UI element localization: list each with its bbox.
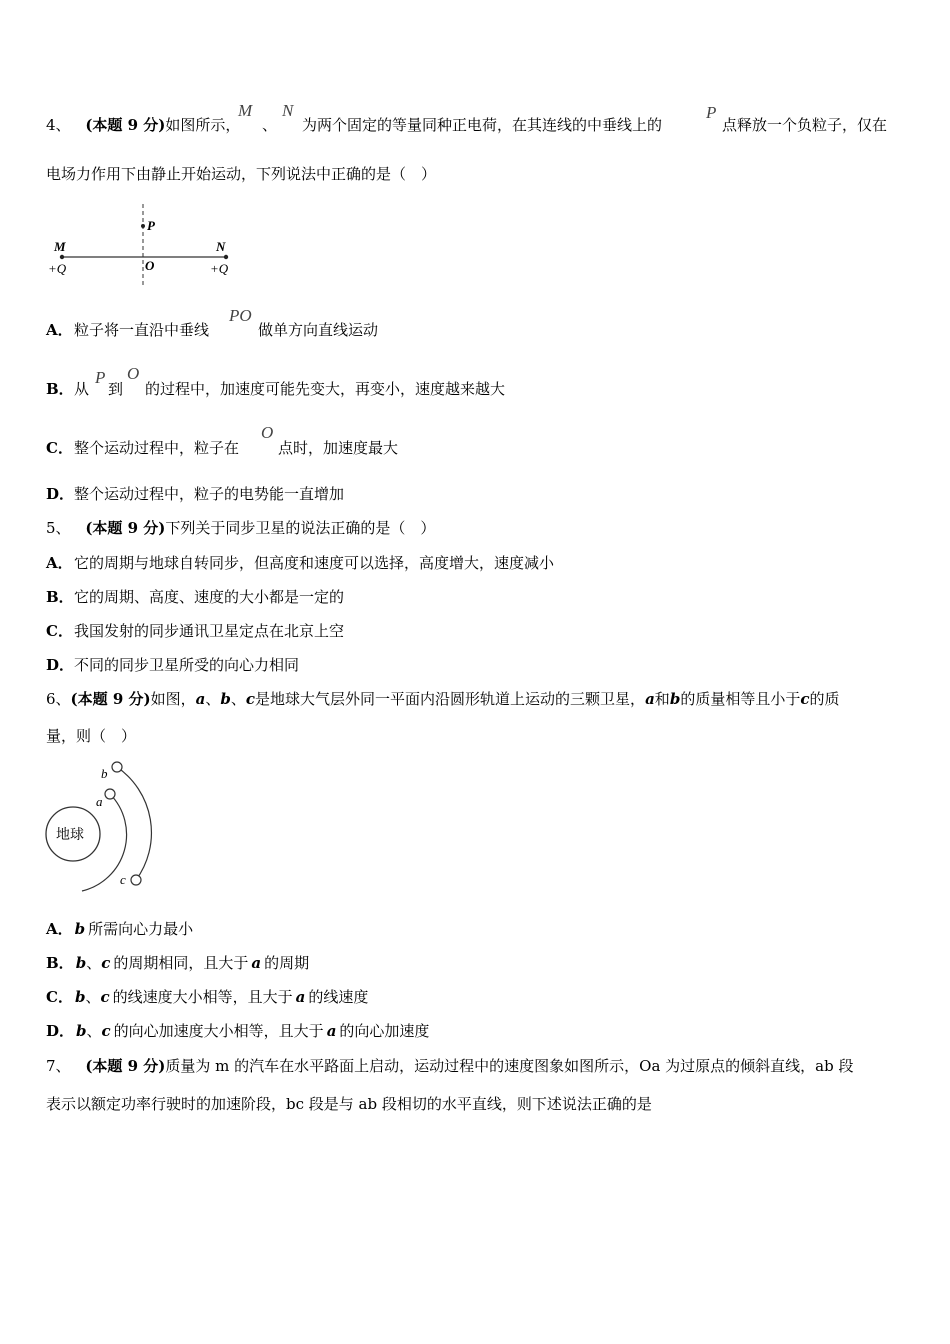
q4-option-b-symbol-o: O [127, 364, 140, 383]
q6-option-d-var3: a [326, 1022, 337, 1040]
q6-stem-part1: 如图， [150, 690, 196, 708]
fig-label-n: N [216, 239, 226, 254]
q4-stem-part3: 点释放一个负粒子，仅在 [722, 116, 888, 134]
q6-option-c-sep: 、 [85, 988, 101, 1006]
label-a: a [96, 794, 103, 809]
q6-option-c-var3: a [295, 988, 306, 1006]
q6-var-c-2: c [800, 690, 810, 708]
q6-option-a-text1: 所需向心力最小 [88, 920, 194, 938]
q6-sep-1: 、 [205, 690, 221, 708]
q6-stem-part3: 和 [654, 690, 670, 708]
q6-stem-line2: 量，则（ ） [46, 727, 137, 745]
q6-option-c-text2: 的线速度 [308, 988, 369, 1006]
satellite-c [131, 875, 141, 885]
q6-stem-part5: 的质 [809, 690, 840, 708]
fig-label-o: O [145, 258, 155, 273]
q4-stem-line2: 电场力作用下由静止开始运动，下列说法中正确的是（ ） [46, 165, 437, 183]
q4-symbol-n: N [282, 101, 294, 120]
q4-separator: 、 [262, 116, 278, 134]
label-b: b [101, 766, 108, 781]
q4-option-b-symbol-p: P [95, 368, 106, 387]
charge-n-dot [224, 255, 228, 259]
fig-label-m: M [54, 239, 66, 254]
q5-number: 5、 [46, 519, 71, 537]
q5-option-b-text: 它的周期、高度、速度的大小都是一定的 [74, 588, 345, 606]
q5-option-a-key: A． [46, 554, 73, 572]
q4-stem-part1: 如图所示， [165, 116, 241, 134]
q6-points: (本题 9 分) [70, 690, 151, 708]
q6-option-b-sep: 、 [86, 954, 102, 972]
q4-option-a-text2: 做单方向直线运动 [258, 321, 379, 339]
q4-option-c-key: C． [46, 439, 73, 457]
q6-option-b-text1: 的周期相同，且大于 [113, 954, 249, 972]
q4-number: 4、 [46, 116, 71, 134]
q6-option-d-text2: 的向心加速度 [339, 1022, 430, 1040]
q6-option-d-sep: 、 [86, 1022, 102, 1040]
q5-stem [46, 518, 435, 538]
q6-option-c-key: C． [46, 988, 73, 1006]
q4-option-d-text: 整个运动过程中，粒子的电势能一直增加 [74, 485, 345, 503]
q7-number: 7、 [46, 1057, 71, 1075]
q6-option-a-var1: b [74, 920, 86, 938]
q4-symbol-m: M [238, 101, 253, 120]
q6-option-c-text1: 的线速度大小相等，且大于 [112, 988, 293, 1006]
q6-var-a: a [195, 690, 206, 708]
q4-option-b-key: B． [46, 380, 74, 398]
q5-points: (本题 9 分) [85, 519, 166, 537]
q7-stem-line2: 表示以额定功率行驶时的加速阶段，bc 段是与 ab 段相切的水平直线，则下述说法正确的是 [46, 1095, 652, 1113]
q4-points: (本题 9 分) [85, 116, 166, 134]
q7-stem-line1 [46, 1056, 854, 1076]
q6-option-c-var1: b [74, 988, 86, 1006]
q4-option-b-text3: 的过程中，加速度可能先变大，再变小，速度越来越大 [145, 380, 506, 398]
satellite-b [112, 762, 122, 772]
q4-figure-charges [46, 200, 246, 290]
q7-stem-part1: 质量为 m 的汽车在水平路面上启动，运动过程中的速度图象如图所示，Oa 为过原点的倾斜直线，ab 段 [165, 1057, 854, 1075]
q5-option-c-key: C． [46, 622, 73, 640]
q6-option-c-var2: c [100, 988, 110, 1006]
label-c: c [120, 872, 126, 887]
q6-var-a-2: a [645, 690, 655, 708]
q5-option-a-text: 它的周期与地球自转同步，但高度和速度可以选择，高度增大，速度减小 [74, 554, 555, 572]
q6-option-b [46, 953, 309, 973]
q4-option-c-text2: 点时，加速度最大 [278, 439, 399, 457]
q4-symbol-p: P [706, 103, 717, 122]
q6-var-c: c [245, 690, 256, 708]
q6-stem-part2: 是地球大气层外同一平面内沿圆形轨道上运动的三颗卫星， [255, 690, 646, 708]
q6-option-b-var3: a [251, 954, 262, 972]
q4-option-d-key: D． [46, 485, 75, 503]
outer-orbit-bc [117, 767, 151, 880]
q6-option-d-var2: c [101, 1022, 111, 1040]
fig-label-charge-m: +Q [48, 261, 67, 276]
q6-option-b-var1: b [75, 954, 87, 972]
q6-option-b-text2: 的周期 [264, 954, 310, 972]
q4-option-a-symbol: PO [229, 306, 252, 325]
satellite-a [105, 789, 115, 799]
q4-option-b-text2: 到 [108, 380, 124, 398]
charge-m-dot [60, 255, 64, 259]
q5-stem-text: 下列关于同步卫星的说法正确的是（ ） [165, 519, 436, 537]
q6-option-b-var2: c [101, 954, 111, 972]
q4-option-c-symbol-o: O [261, 423, 274, 442]
q6-option-d [46, 1021, 429, 1041]
q6-var-b-2: b [669, 690, 681, 708]
q6-sep-2: 、 [230, 690, 246, 708]
q5-option-c-text: 我国发射的同步通讯卫星定点在北京上空 [74, 622, 345, 640]
q6-stem-line1 [46, 689, 839, 709]
q4-option-c-text1: 整个运动过程中，粒子在 [74, 439, 240, 457]
q6-option-b-key: B． [46, 954, 74, 972]
earth-label: 地球 [56, 828, 84, 843]
q4-option-a-text1: 粒子将一直沿中垂线 [74, 321, 210, 339]
q6-option-c [46, 987, 368, 1007]
q5-option-d-key: D． [46, 656, 75, 674]
q4-stem-part2: 为两个固定的等量同种正电荷，在其连线的中垂线上的 [302, 116, 663, 134]
point-p-dot [141, 224, 145, 228]
fig-label-charge-n: +Q [210, 261, 229, 276]
q6-option-a-key: A． [46, 920, 73, 938]
q6-var-b: b [220, 690, 231, 708]
q5-option-d-text: 不同的同步卫星所受的向心力相同 [74, 656, 300, 674]
q6-option-d-text1: 的向心加速度大小相等，且大于 [113, 1022, 324, 1040]
q4-option-b-text1: 从 [74, 380, 90, 398]
q6-stem-part4: 的质量相等且小于 [680, 690, 801, 708]
q5-option-b-key: B． [46, 588, 74, 606]
q6-option-a [46, 919, 193, 939]
q7-points: (本题 9 分) [85, 1057, 166, 1075]
q6-number: 6、 [46, 690, 71, 708]
q6-option-d-key: D． [46, 1022, 75, 1040]
q4-stem-line1 [46, 115, 240, 135]
q6-option-d-var1: b [76, 1022, 87, 1040]
q6-figure-orbits [40, 755, 170, 897]
q4-option-a-key: A． [46, 321, 73, 339]
fig-label-p: P [147, 218, 155, 233]
